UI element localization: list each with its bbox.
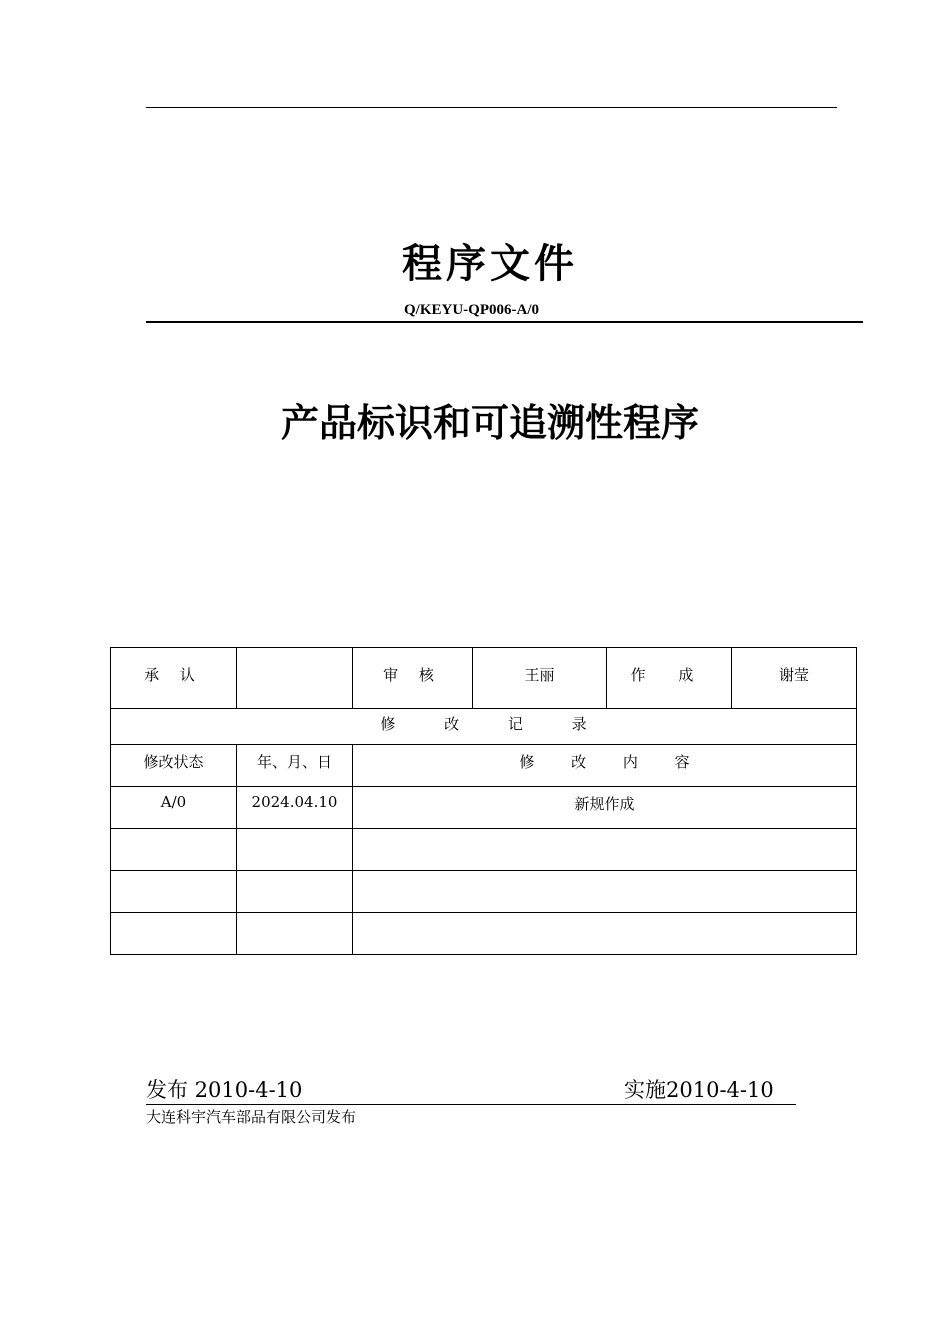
effective-date: 实施2010-4-10: [624, 1078, 774, 1102]
approve-label: 承 认: [111, 648, 237, 709]
approval-row: [111, 648, 857, 709]
author-value: 谢莹: [732, 648, 857, 709]
approve-value: [237, 648, 353, 709]
table-row: [111, 871, 857, 913]
revision-content-cell: [353, 871, 857, 913]
document-code: Q/KEYU-QP006-A/0: [404, 302, 539, 318]
header-date: 年、月、日: [237, 745, 353, 787]
heading-underline: [146, 321, 863, 323]
revision-content-cell: [353, 913, 857, 955]
revision-date-cell: [237, 829, 353, 871]
document-type-heading: 程序文件: [402, 241, 578, 287]
author-label: 作 成: [607, 648, 732, 709]
document-title: 产品标识和可追溯性程序: [280, 401, 699, 445]
revision-record-title: 修 改 记 录: [111, 709, 857, 745]
revision-content-cell: [353, 829, 857, 871]
table-row: [111, 829, 857, 871]
table-row: [111, 913, 857, 955]
publish-date: 发布 2010-4-10: [146, 1078, 303, 1102]
header-status: 修改状态: [111, 745, 237, 787]
publish-footer: [146, 1076, 796, 1105]
revision-date-cell: [237, 871, 353, 913]
revision-header-row: [111, 745, 857, 787]
header-content: 修 改 内 容: [353, 745, 857, 787]
revision-status-cell: [111, 871, 237, 913]
revision-status-cell: [111, 913, 237, 955]
review-value: 王丽: [473, 648, 607, 709]
table-row: [111, 787, 857, 829]
approval-and-revision-table: [110, 647, 857, 955]
revision-status-cell: A/0: [111, 787, 237, 829]
revision-status-cell: [111, 829, 237, 871]
publisher-name: 大连科宇汽车部品有限公司发布: [146, 1108, 357, 1126]
header-top-rule: [146, 107, 837, 108]
revision-record-title-row: [111, 709, 857, 745]
revision-date-cell: 2024.04.10: [237, 787, 353, 829]
review-label: 审 核: [353, 648, 473, 709]
revision-content-cell: 新规作成: [353, 787, 857, 829]
revision-date-cell: [237, 913, 353, 955]
